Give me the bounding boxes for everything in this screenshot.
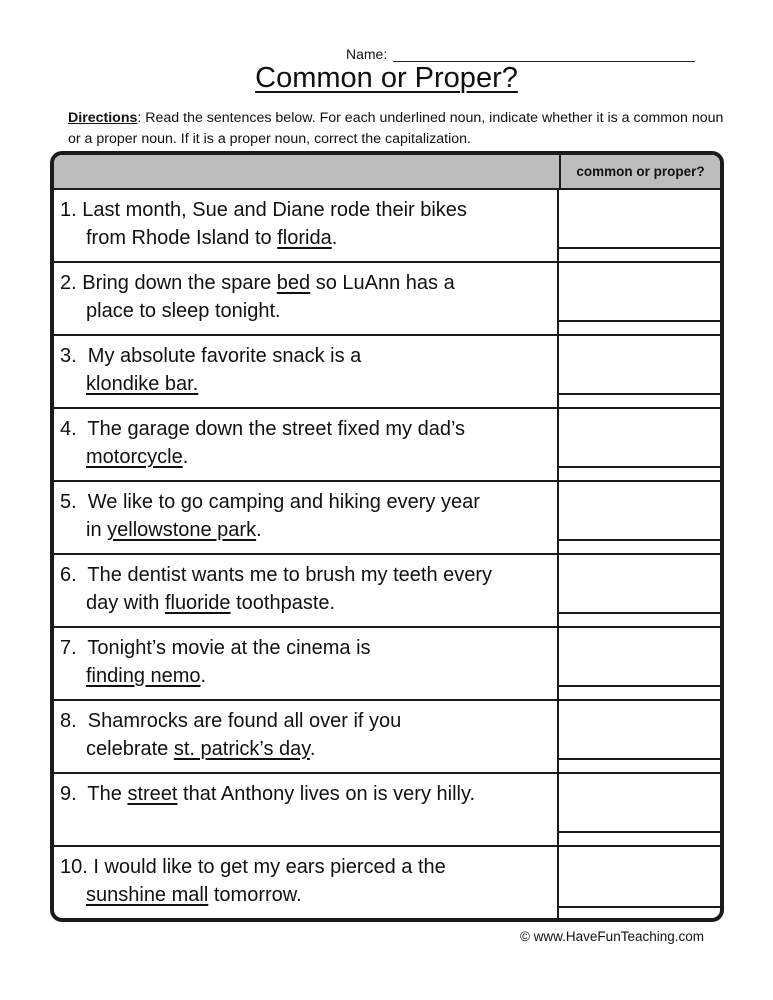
sentence-text: 5. We like to go camping and hiking every year [60, 491, 480, 513]
question-10 [54, 847, 559, 920]
sentence-text: 4. The garage down the street fixed my dad’s [60, 418, 466, 440]
sentence-text: 10. I would like to get my ears pierced a the [60, 856, 446, 878]
table-row [54, 774, 720, 847]
question-3 [54, 336, 559, 407]
sentence-text: . [256, 519, 262, 541]
answer-line [559, 685, 720, 687]
question-line-1 [60, 561, 557, 589]
answer-line [559, 393, 720, 395]
underlined-noun: sunshine mall [86, 884, 209, 906]
sentence-text: 2. Bring down the spare [60, 272, 277, 294]
directions [68, 108, 728, 150]
sentence-text: 6. The dentist wants me to brush my teeth every [60, 564, 493, 586]
question-line-2 [60, 224, 557, 252]
table-body [54, 190, 720, 920]
question-line-2 [60, 881, 557, 909]
answer-cell[interactable] [559, 190, 720, 261]
table-row [54, 263, 720, 336]
answer-cell[interactable] [559, 336, 720, 407]
name-label: Name: [346, 46, 388, 62]
sentence-text: in [86, 519, 108, 541]
answer-column-header: common or proper? [576, 164, 705, 179]
question-line-1 [60, 707, 557, 735]
sentence-text: 1. Last month, Sue and Diane rode their bikes [60, 199, 467, 221]
table-row [54, 701, 720, 774]
underlined-noun: yellowstone park [107, 519, 257, 541]
underlined-noun: florida [277, 227, 332, 249]
sentence-text: place to sleep tonight. [86, 300, 281, 322]
answer-line [559, 320, 720, 322]
answer-cell[interactable] [559, 555, 720, 626]
question-9 [54, 774, 559, 845]
directions-label: Directions [68, 110, 138, 126]
sentence-text: . [309, 738, 316, 760]
question-line-2 [60, 370, 557, 398]
underlined-noun: street [127, 783, 178, 805]
answer-line [559, 831, 720, 833]
table-header [54, 155, 720, 190]
question-line-1 [60, 269, 557, 297]
answer-cell[interactable] [559, 774, 720, 845]
sentence-text: 8. Shamrocks are found all over if you [60, 710, 402, 732]
table-row [54, 555, 720, 628]
sentence-text: from Rhode Island to [86, 227, 278, 249]
table-row [54, 336, 720, 409]
name-blank-line[interactable] [393, 47, 695, 62]
sentence-text: . [182, 446, 189, 468]
sentence-text: 7. Tonight’s movie at the cinema is [60, 637, 371, 659]
question-6 [54, 555, 559, 626]
answer-cell[interactable] [559, 409, 720, 480]
question-line-2 [60, 516, 557, 544]
sentence-text: 9. The [60, 783, 128, 805]
copyright-footer: © www.HaveFunTeaching.com [519, 929, 704, 944]
answer-line [559, 539, 720, 541]
sentence-text: . [331, 227, 338, 249]
sentence-text: that Anthony lives on is very hilly. [177, 783, 476, 805]
answer-line [559, 466, 720, 468]
sentence-text: . [200, 665, 207, 687]
table-row [54, 409, 720, 482]
table-row [54, 847, 720, 920]
answer-line [559, 612, 720, 614]
question-line-1 [60, 196, 557, 224]
question-line-1 [60, 853, 557, 881]
directions-text: : Read the sentences below. For each underlined noun, indicate whether it is a common noun or a proper noun. If it is a proper noun, correct the capitalization. [68, 110, 724, 147]
underlined-noun: klondike bar. [86, 373, 199, 395]
sentence-text: tomorrow. [208, 884, 302, 906]
answer-cell[interactable] [559, 628, 720, 699]
question-line-2 [60, 662, 557, 690]
answer-cell[interactable] [559, 847, 720, 920]
sentence-text: so LuAnn has a [310, 272, 455, 294]
worksheet-table [50, 151, 724, 922]
underlined-noun: bed [276, 272, 311, 294]
question-line-1 [60, 780, 557, 808]
underlined-noun: st. patrick’s day [173, 738, 310, 760]
question-line-2 [60, 297, 557, 325]
question-line-1 [60, 488, 557, 516]
name-field-row [346, 46, 695, 62]
page-title: Common or Proper? [255, 62, 518, 94]
sentence-text: celebrate [86, 738, 174, 760]
answer-line [559, 247, 720, 249]
question-5 [54, 482, 559, 553]
question-4 [54, 409, 559, 480]
question-line-1 [60, 415, 557, 443]
underlined-noun: fluoride [164, 592, 231, 614]
question-line-1 [60, 342, 557, 370]
table-row [54, 190, 720, 263]
question-8 [54, 701, 559, 772]
table-row [54, 482, 720, 555]
table-header-blank [54, 155, 561, 188]
sentence-text: day with [86, 592, 165, 614]
question-2 [54, 263, 559, 334]
answer-cell[interactable] [559, 482, 720, 553]
answer-line [559, 906, 720, 908]
question-line-2 [60, 735, 557, 763]
answer-cell[interactable] [559, 263, 720, 334]
question-line-2 [60, 589, 557, 617]
sentence-text: toothpaste. [230, 592, 336, 614]
question-7 [54, 628, 559, 699]
question-line-1 [60, 634, 557, 662]
underlined-noun: finding nemo [86, 665, 201, 687]
table-row [54, 628, 720, 701]
question-line-2 [60, 443, 557, 471]
question-1 [54, 190, 559, 261]
sentence-text: 3. My absolute favorite snack is a [60, 345, 362, 367]
answer-cell[interactable] [559, 701, 720, 772]
underlined-noun: motorcycle [86, 446, 183, 468]
answer-line [559, 758, 720, 760]
